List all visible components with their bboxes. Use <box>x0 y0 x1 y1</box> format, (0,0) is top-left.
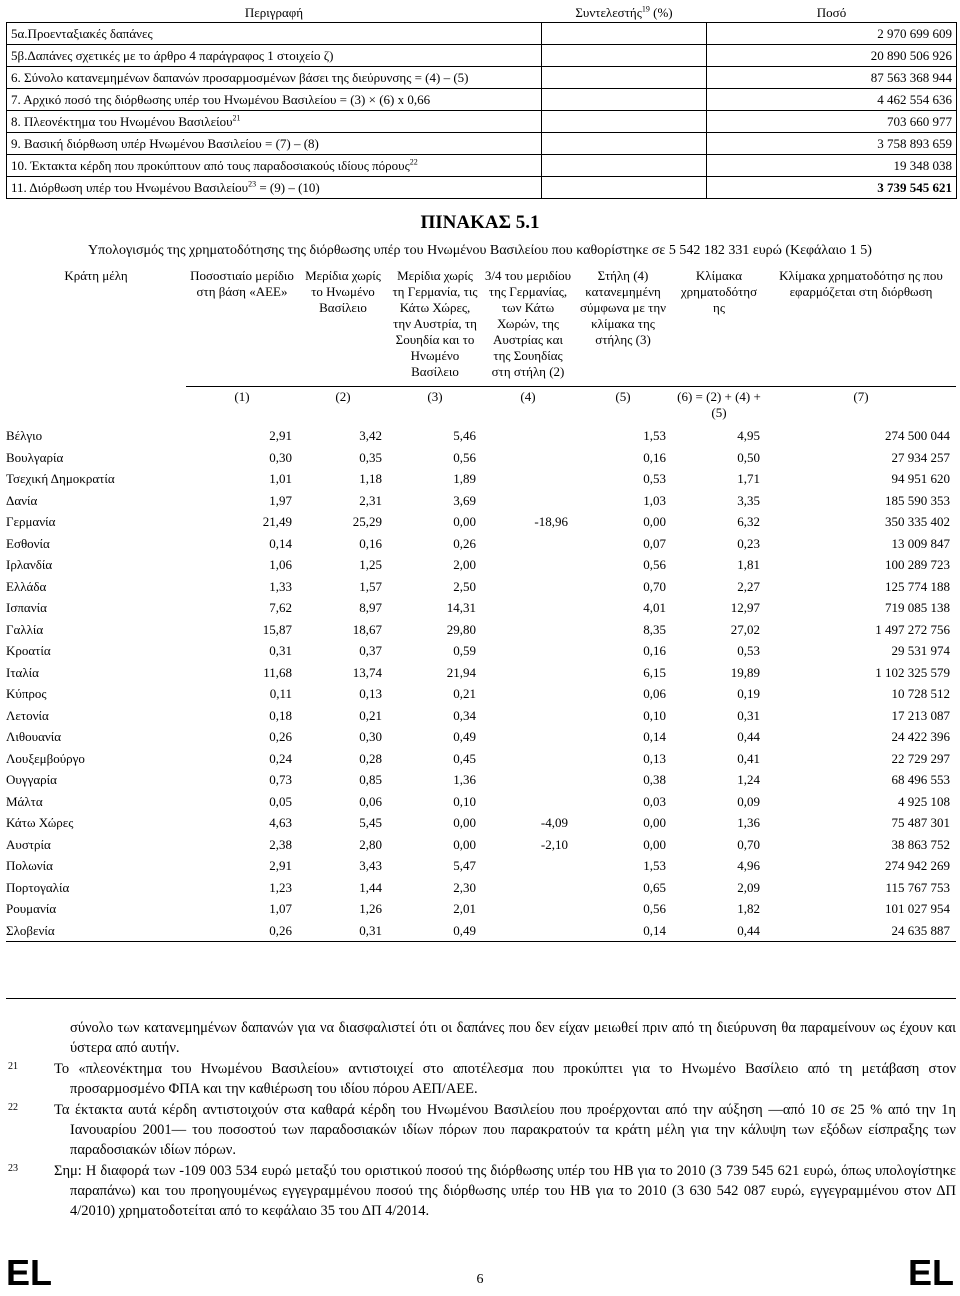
column-number: (4) <box>482 387 574 426</box>
table-cell: 1,18 <box>359 471 382 487</box>
table-cell: 0,23 <box>737 535 760 551</box>
table-cell: 1,57 <box>359 578 382 594</box>
table-cell: 0,35 <box>359 449 382 465</box>
table-cell: 1,81 <box>737 557 760 573</box>
column-header: 3/4 του μεριδίου της Γερμανίας, των Κάτω Χωρών, της Αυστρίας και της Σουηδίας στη στήλη (2) <box>484 268 572 379</box>
footnote-21: 21 Το «πλεονέκτημα του Ηνωμένου Βασιλείου» αντιστοιχεί στο αποτέλεσμα που προκύπτει για το Ηνωμένο Βασίλειο από τη μετάβαση στον προσαρμοσμένο ΦΠΑ και την καθιέρωση του ιδίου πόρου ΑΕΠ/ΑΕΕ. <box>6 1059 956 1099</box>
table-cell <box>482 576 574 598</box>
table-cell: 4 925 108 <box>898 793 950 809</box>
member-state: Ιρλανδία <box>6 557 53 573</box>
summary-total-row <box>7 177 957 199</box>
table-row <box>6 683 956 705</box>
header-amount: Ποσό <box>707 4 957 23</box>
table-cell: 7,62 <box>269 600 292 616</box>
table-cell <box>482 791 574 813</box>
table-row <box>6 662 956 684</box>
summary-row-amount: 4 462 554 636 <box>707 89 957 111</box>
table-cell: 0,16 <box>359 535 382 551</box>
table-cell: 0,59 <box>453 643 476 659</box>
table-row <box>6 490 956 512</box>
table-cell: 1,25 <box>359 557 382 573</box>
table-cell <box>482 640 574 662</box>
summary-total-coefficient <box>542 177 707 199</box>
summary-row-coefficient <box>542 155 707 177</box>
table-cell <box>482 683 574 705</box>
table-cell: 0,00 <box>643 514 666 530</box>
table-row <box>6 619 956 641</box>
table-cell: 719 085 138 <box>885 600 950 616</box>
column-header: Μερίδια χωρίς τη Γερμανία, τις Κάτω Χώρες, την Αυστρία, τη Σουηδία και το Ηνωμένο Βασίλειο <box>392 268 478 379</box>
member-state: Μάλτα <box>6 793 43 809</box>
table-cell: 4,63 <box>269 815 292 831</box>
table-cell: 6,32 <box>737 514 760 530</box>
table-cell: 274 942 269 <box>885 858 950 874</box>
member-state: Βουλγαρία <box>6 449 64 465</box>
table-cell: 101 027 954 <box>885 901 950 917</box>
table-cell: 0,30 <box>359 729 382 745</box>
table-cell: 0,45 <box>453 750 476 766</box>
header-description: Περιγραφή <box>7 4 542 23</box>
table-cell: 75 487 301 <box>891 815 950 831</box>
table-row <box>6 855 956 877</box>
table-cell: 12,97 <box>730 600 760 616</box>
table-cell: 0,56 <box>643 901 666 917</box>
table-cell: 0,13 <box>643 750 666 766</box>
summary-row <box>7 67 957 89</box>
table-cell: 0,18 <box>269 707 292 723</box>
table-cell: 1,97 <box>269 492 292 508</box>
table-cell <box>482 597 574 619</box>
table-row <box>6 920 956 942</box>
member-state: Κροατία <box>6 643 51 659</box>
table-cell: 0,10 <box>643 707 666 723</box>
summary-row-amount: 19 348 038 <box>707 155 957 177</box>
table-cell: 0,56 <box>643 557 666 573</box>
table-cell: 2,31 <box>359 492 382 508</box>
table-row <box>6 791 956 813</box>
table-cell: 14,31 <box>446 600 476 616</box>
table-row <box>6 705 956 727</box>
table-cell: 0,21 <box>453 686 476 702</box>
summary-row-amount: 703 660 977 <box>707 111 957 133</box>
table-cell: 350 335 402 <box>885 514 950 530</box>
table-cell: 0,53 <box>737 643 760 659</box>
table-cell: 0,70 <box>643 578 666 594</box>
table-cell: 0,03 <box>643 793 666 809</box>
table-cell: 68 496 553 <box>891 772 950 788</box>
table-cell <box>482 468 574 490</box>
column-header: Στήλη (4) κατανεμημένη σύμφωνα με την κλίμακα της στήλης (3) <box>580 268 666 347</box>
table-cell: 0,09 <box>737 793 760 809</box>
table-cell: 0,26 <box>186 920 298 942</box>
table-cell: 0,21 <box>359 707 382 723</box>
member-state: Ιταλία <box>6 664 39 680</box>
page-number: 6 <box>476 1272 484 1287</box>
column-number: (3) <box>388 387 482 426</box>
summary-row-coefficient <box>542 89 707 111</box>
table-cell: 0,07 <box>643 535 666 551</box>
table-cell: 4,01 <box>643 600 666 616</box>
table-row <box>6 425 956 447</box>
footnote-23-mark: 23 <box>8 1163 18 1174</box>
table-cell: 29 531 974 <box>891 643 950 659</box>
table-cell: 0,30 <box>269 449 292 465</box>
table-cell: 8,97 <box>359 600 382 616</box>
table-cell: 21,94 <box>446 664 476 680</box>
table-cell: 2,38 <box>269 836 292 852</box>
summary-row-amount: 20 890 506 926 <box>707 45 957 67</box>
table-cell <box>482 898 574 920</box>
member-state: Ελλάδα <box>6 578 47 594</box>
table-cell: 0,49 <box>388 920 482 942</box>
table-cell: 2,91 <box>269 428 292 444</box>
table-cell <box>482 748 574 770</box>
summary-row <box>7 45 957 67</box>
member-state: Ουγγαρία <box>6 772 57 788</box>
table-cell: 24 422 396 <box>891 729 950 745</box>
summary-row-description: 5β.Δαπάνες σχετικές με το άρθρο 4 παράγραφος 1 στοιχείο ζ) <box>7 45 542 67</box>
table-cell: 1,23 <box>269 879 292 895</box>
table-cell: 29,80 <box>446 621 476 637</box>
column-header: Κλίμακα χρηματοδότησ ης που εφαρμόζεται στη διόρθωση <box>779 268 943 299</box>
member-state: Πορτογαλία <box>6 879 70 895</box>
table-subtitle: Υπολογισμός της χρηματοδότησης της διόρθωσης υπέρ του Ηνωμένου Βασιλείου που καθορίστηκε σε 5 542 182 331 ευρώ (Κεφάλαιο 1 5) <box>88 243 872 258</box>
table-cell: 0,16 <box>643 449 666 465</box>
table-cell: 0,34 <box>453 707 476 723</box>
table-cell: 27,02 <box>730 621 760 637</box>
column-header: Ποσοστιαίο μερίδιο στη βάση «ΑΕΕ» <box>190 268 294 299</box>
table-cell <box>482 425 574 447</box>
summary-total-description: 11. Διόρθωση υπέρ του Ηνωμένου Βασιλείου$^{23}$ = (9) – (10) <box>7 177 542 199</box>
table-cell: 1 102 325 579 <box>875 664 950 680</box>
summary-header-row <box>7 4 957 23</box>
table-cell: 3,35 <box>737 492 760 508</box>
table-row <box>6 640 956 662</box>
table-cell: 185 590 353 <box>885 492 950 508</box>
table-row <box>6 511 956 533</box>
table-cell: 2,80 <box>359 836 382 852</box>
table-cell: 11,68 <box>263 664 292 680</box>
table-cell: 0,00 <box>643 836 666 852</box>
summary-row <box>7 23 957 45</box>
column-number: (6) = (2) + (4) + (5) <box>672 387 766 426</box>
table-cell: 2,01 <box>453 901 476 917</box>
table-cell: 0,11 <box>269 686 292 702</box>
table-cell <box>482 769 574 791</box>
table-cell: 24 635 887 <box>766 920 956 942</box>
table-cell: 0,24 <box>269 750 292 766</box>
table-cell: 3,69 <box>453 492 476 508</box>
table-row <box>6 769 956 791</box>
table-row <box>6 447 956 469</box>
table-cell: 0,00 <box>453 836 476 852</box>
table-row <box>6 726 956 748</box>
table-cell: 0,50 <box>737 449 760 465</box>
table-row <box>6 748 956 770</box>
summary-row-coefficient <box>542 67 707 89</box>
member-state: Λουξεμβούργο <box>6 750 85 766</box>
member-state: Σλοβενία <box>6 920 186 942</box>
table-cell: 1,44 <box>359 879 382 895</box>
table-cell: 125 774 188 <box>885 578 950 594</box>
footnote-continuation: σύνολο των κατανεμημένων δαπανών για να διασφαλιστεί ότι οι δαπάνες που δεν είχαν μειωθεί πριν από τη διεύρυνση θα παραμείνουν ως έχουν και ύστερα από αυτήν. <box>70 1020 956 1056</box>
table-cell: 25,29 <box>352 514 382 530</box>
member-state: Κάτω Χώρες <box>6 815 74 831</box>
table-cell: 2,00 <box>453 557 476 573</box>
table-cell: 5,46 <box>453 428 476 444</box>
column-header: Μερίδια χωρίς το Ηνωμένο Βασίλειο <box>305 268 381 315</box>
table-cell: 0,73 <box>269 772 292 788</box>
table-cell: 0,00 <box>453 514 476 530</box>
summary-row-coefficient <box>542 23 707 45</box>
table-cell: -18,96 <box>534 514 568 530</box>
table-cell: 18,67 <box>352 621 382 637</box>
table-cell: 0,56 <box>453 449 476 465</box>
summary-row-amount: 87 563 368 944 <box>707 67 957 89</box>
table-cell: 0,31 <box>298 920 388 942</box>
footnote-22: 22 Τα έκτακτα αυτά κέρδη αντιστοιχούν στα καθαρά κέρδη του Ηνωμένου Βασιλείου που προέρχονται από την αύξηση —από 10 σε 25 % από την 1η Ιανουαρίου 2001— του ποσοστού των παραδοσιακών ιδίων πόρων που παρακρατούν τα κράτη μέλη για την κάλυψη των εξόδων είσπραξης των παραδοσιακών ιδίων πόρων. <box>6 1100 956 1160</box>
table-cell <box>482 490 574 512</box>
table-row <box>6 554 956 576</box>
table-row <box>6 898 956 920</box>
table-cell <box>482 662 574 684</box>
table-cell: 21,49 <box>262 514 292 530</box>
table-cell: 4,96 <box>737 858 760 874</box>
table-cell: 0,14 <box>574 920 672 942</box>
table-cell: 22 729 297 <box>891 750 950 766</box>
table-cell <box>482 920 574 942</box>
table-cell: 1,07 <box>269 901 292 917</box>
table-row <box>6 597 956 619</box>
table-title: ΠΙΝΑΚΑΣ 5.1 <box>420 212 540 233</box>
summary-table <box>6 4 957 199</box>
table-cell: -2,10 <box>540 836 568 852</box>
table-cell: 8,35 <box>643 621 666 637</box>
table-cell: 2,27 <box>737 578 760 594</box>
table-cell: 0,00 <box>453 815 476 831</box>
column-number-row <box>6 387 956 426</box>
table-cell: 0,00 <box>643 815 666 831</box>
table-cell: 0,31 <box>269 643 292 659</box>
summary-row-amount: 3 758 893 659 <box>707 133 957 155</box>
member-state: Αυστρία <box>6 836 51 852</box>
table-cell <box>482 619 574 641</box>
table-cell: 38 863 752 <box>891 836 950 852</box>
table-cell: 1,26 <box>359 901 382 917</box>
table-cell: 27 934 257 <box>891 449 950 465</box>
column-number <box>6 387 186 426</box>
financing-table <box>6 266 956 942</box>
summary-row-description: 7. Αρχικό ποσό της διόρθωσης υπέρ του Ηνωμένου Βασιλείου = (3) × (6) x 0,66 <box>7 89 542 111</box>
table-cell: -4,09 <box>540 815 568 831</box>
footnote-23: 23 Σημ: Η διαφορά των -109 003 534 ευρώ μεταξύ του οριστικού ποσού της διόρθωσης υπέρ του ΗΒ για το 2010 (3 739 545 621 ευρώ, όπως υπολογίστηκε παραπάνω) και του προηγουμένως εγγεγραμμένου ποσού της διόρθωσης υπέρ του ΗΒ για το 2010 (3 630 542 087 ευρώ, εγγεγραμμένου στον ΔΠ 4/2010) χρηματοδοτείται από το κεφάλαιο 35 του ΔΠ 4/2014. <box>6 1161 956 1221</box>
table-cell: 0,70 <box>737 836 760 852</box>
language-code-right: EL <box>907 1252 954 1293</box>
member-state: Δανία <box>6 492 38 508</box>
table-cell: 0,31 <box>737 707 760 723</box>
table-cell <box>482 705 574 727</box>
column-number: (1) <box>186 387 298 426</box>
table-cell: 1,71 <box>737 471 760 487</box>
table-cell: 0,65 <box>643 879 666 895</box>
table-cell: 0,49 <box>453 729 476 745</box>
table-row <box>6 533 956 555</box>
summary-row-description: 5α.Προενταξιακές δαπάνες <box>7 23 542 45</box>
table-cell: 1,89 <box>453 471 476 487</box>
table-cell: 19,89 <box>730 664 760 680</box>
summary-row <box>7 89 957 111</box>
column-header: Κράτη μέλη <box>64 268 128 283</box>
table-cell: 2,09 <box>737 879 760 895</box>
table-cell: 0,06 <box>359 793 382 809</box>
member-state: Πολωνία <box>6 858 53 874</box>
table-row <box>6 576 956 598</box>
table-cell: 2,91 <box>269 858 292 874</box>
column-header: Κλίμακα χρηματοδότησ ης <box>680 268 758 315</box>
footnote-separator <box>6 998 956 999</box>
table-cell: 0,53 <box>643 471 666 487</box>
table-cell: 1,01 <box>269 471 292 487</box>
table-cell: 94 951 620 <box>891 471 950 487</box>
table-cell: 1,33 <box>269 578 292 594</box>
table-cell: 2,30 <box>453 879 476 895</box>
table-cell: 0,05 <box>269 793 292 809</box>
column-header-row <box>6 266 956 387</box>
summary-row-amount: 2 970 699 609 <box>707 23 957 45</box>
summary-row-coefficient <box>542 133 707 155</box>
member-state: Ισπανία <box>6 600 47 616</box>
member-state: Κύπρος <box>6 686 47 702</box>
table-cell: 3,42 <box>359 428 382 444</box>
footnotes <box>6 1018 956 1222</box>
table-cell: 0,14 <box>269 535 292 551</box>
member-state: Γαλλία <box>6 621 44 637</box>
table-cell: 0,26 <box>453 535 476 551</box>
table-cell: 17 213 087 <box>891 707 950 723</box>
table-cell: 1,36 <box>453 772 476 788</box>
table-cell: 1,82 <box>737 901 760 917</box>
member-state: Τσεχική Δημοκρατία <box>6 471 115 487</box>
table-cell: 2,50 <box>453 578 476 594</box>
summary-row <box>7 111 957 133</box>
table-cell: 1,24 <box>737 772 760 788</box>
table-row <box>6 812 956 834</box>
table-cell: 0,16 <box>643 643 666 659</box>
table-cell: 0,28 <box>359 750 382 766</box>
table-cell: 0,14 <box>643 729 666 745</box>
table-cell: 15,87 <box>262 621 292 637</box>
table-cell: 13,74 <box>352 664 382 680</box>
summary-row-coefficient <box>542 111 707 133</box>
table-cell: 13 009 847 <box>891 535 950 551</box>
table-cell: 1,53 <box>643 428 666 444</box>
summary-row-description: 10. Έκτακτα κέρδη που προκύπτουν από τους παραδοσιακούς ιδίους πόρους$^{22}$ <box>7 155 542 177</box>
member-state: Γερμανία <box>6 514 56 530</box>
member-state: Βέλγιο <box>6 428 43 444</box>
member-state: Εσθονία <box>6 535 50 551</box>
table-cell <box>482 877 574 899</box>
member-state: Λιθουανία <box>6 729 62 745</box>
table-cell: 0,06 <box>643 686 666 702</box>
table-cell: 5,47 <box>453 858 476 874</box>
summary-row-description: 9. Βασική διόρθωση υπέρ Ηνωμένου Βασιλείου = (7) – (8) <box>7 133 542 155</box>
summary-row <box>7 133 957 155</box>
table-cell: 0,44 <box>737 729 760 745</box>
table-cell: 0,85 <box>359 772 382 788</box>
table-cell <box>482 726 574 748</box>
table-cell: 4,95 <box>737 428 760 444</box>
member-state: Ρουμανία <box>6 901 57 917</box>
table-row <box>6 877 956 899</box>
table-cell: 5,45 <box>359 815 382 831</box>
table-row <box>6 834 956 856</box>
table-cell <box>482 554 574 576</box>
table-cell: 1,36 <box>737 815 760 831</box>
table-cell: 1,03 <box>643 492 666 508</box>
summary-row-coefficient <box>542 45 707 67</box>
table-cell: 6,15 <box>643 664 666 680</box>
summary-row-description: 6. Σύνολο κατανεμημένων δαπανών προσαρμοσμένων βάσει της διεύρυνσης = (4) – (5) <box>7 67 542 89</box>
table-row <box>6 468 956 490</box>
column-number: (2) <box>298 387 388 426</box>
member-state: Λετονία <box>6 707 49 723</box>
table-cell: 1,06 <box>269 557 292 573</box>
header-coefficient: Συντελεστής$^{19}$ (%) <box>542 4 707 23</box>
footnote-22-mark: 22 <box>8 1102 18 1113</box>
summary-row-description: 8. Πλεονέκτημα του Ηνωμένου Βασιλείου$^{21}$ <box>7 111 542 133</box>
table-cell: 0,37 <box>359 643 382 659</box>
table-cell: 274 500 044 <box>885 428 950 444</box>
table-cell: 0,26 <box>269 729 292 745</box>
table-cell: 0,13 <box>359 686 382 702</box>
table-cell: 0,38 <box>643 772 666 788</box>
table-cell: 0,44 <box>672 920 766 942</box>
footnote-21-mark: 21 <box>8 1061 18 1072</box>
table-cell <box>482 533 574 555</box>
language-code-left: EL <box>6 1252 53 1293</box>
table-cell: 0,19 <box>737 686 760 702</box>
table-cell: 1,53 <box>643 858 666 874</box>
table-cell: 100 289 723 <box>885 557 950 573</box>
table-cell: 1 497 272 756 <box>875 621 950 637</box>
summary-total-amount: 3 739 545 621 <box>707 177 957 199</box>
table-cell: 3,43 <box>359 858 382 874</box>
table-cell: 0,10 <box>453 793 476 809</box>
column-number: (5) <box>574 387 672 426</box>
table-cell <box>482 855 574 877</box>
table-cell: 10 728 512 <box>891 686 950 702</box>
summary-row <box>7 155 957 177</box>
table-cell: 115 767 753 <box>885 879 950 895</box>
table-cell: 0,41 <box>737 750 760 766</box>
table-cell <box>482 447 574 469</box>
column-number: (7) <box>766 387 956 426</box>
